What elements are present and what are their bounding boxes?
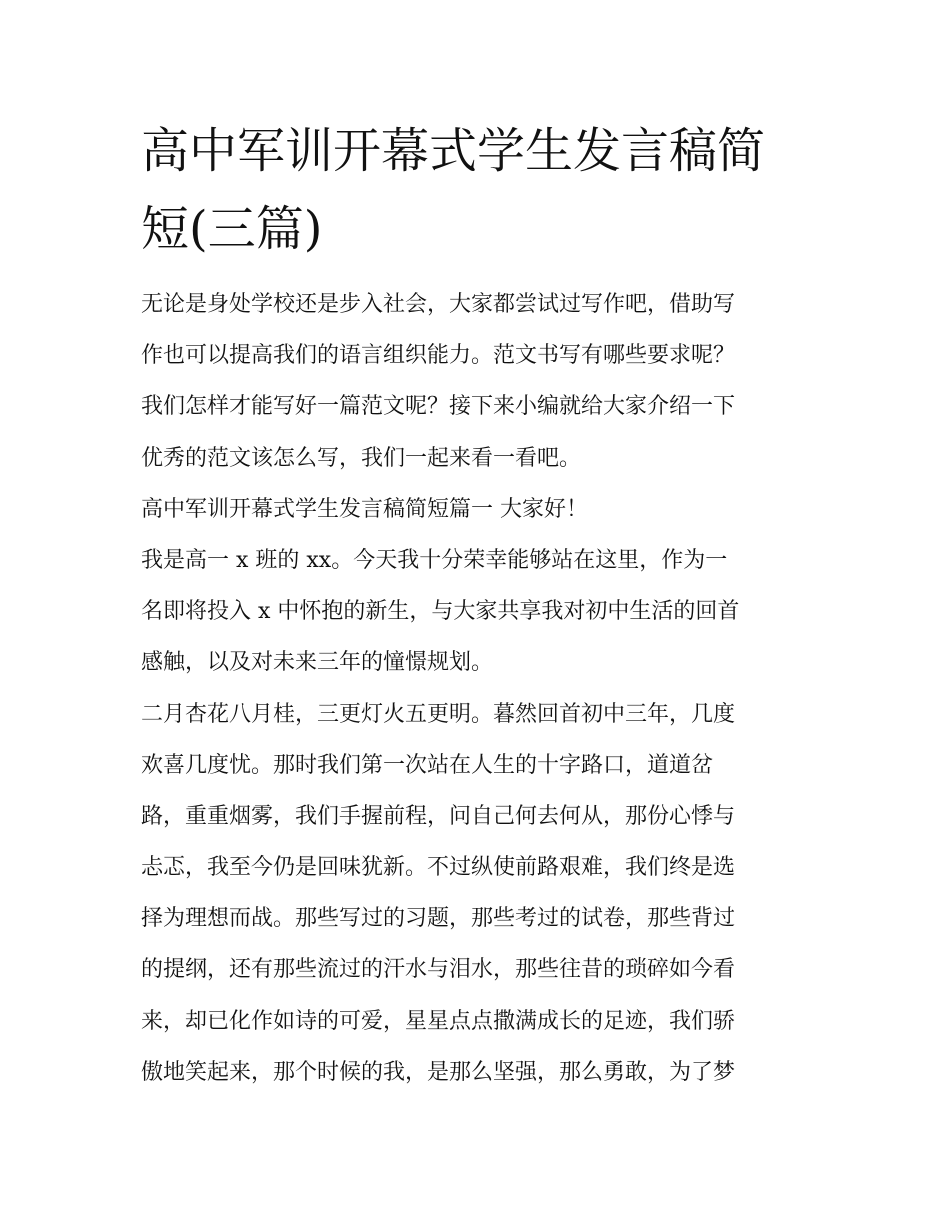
body-line-2: 作也可以提高我们的语言组织能力。范文书写有哪些要求呢？ xyxy=(141,343,736,369)
body-line-9: 二月杏花八月桂，三更灯火五更明。暮然回首初中三年，几度 xyxy=(141,701,736,727)
document-body xyxy=(141,279,821,1098)
body-line-13: 择为理想而战。那些写过的习题，那些考过的试卷，那些背过 xyxy=(141,906,736,932)
body-line-4: 优秀的范文该怎么写，我们一起来看一看吧。 xyxy=(141,445,582,471)
body-line-7: 名即将投入 x 中怀抱的新生，与大家共享我对初中生活的回首 xyxy=(141,599,740,625)
body-line-8: 感触，以及对未来三年的憧憬规划。 xyxy=(141,650,494,676)
body-line-16: 傲地笑起来，那个时候的我，是那么坚强，那么勇敢，为了梦 xyxy=(141,1059,736,1085)
section-heading-line: 高中军训开幕式学生发言稿简短篇一 大家好！ xyxy=(141,496,588,522)
body-line-1: 无论是身处学校还是步入社会，大家都尝试过写作吧，借助写 xyxy=(141,292,736,317)
body-line-15: 来，却已化作如诗的可爱，星星点点撒满成长的足迹，我们骄 xyxy=(141,1008,736,1034)
body-line-14: 的提纲，还有那些流过的汗水与泪水，那些往昔的琐碎如今看 xyxy=(141,957,736,983)
document-title xyxy=(141,112,821,268)
body-line-11: 路，重重烟雾，我们手握前程，问自己何去何从，那份心悸与 xyxy=(141,803,736,829)
body-line-10: 欢喜几度忧。那时我们第一次站在人生的十字路口，道道岔 xyxy=(141,752,714,778)
title-line-2: 短(三篇) xyxy=(141,201,323,257)
body-line-12: 忐忑，我至今仍是回味犹新。不过纵使前路艰难，我们终是选 xyxy=(141,855,736,881)
body-line-3: 我们怎样才能写好一篇范文呢？接下来小编就给大家介绍一下 xyxy=(141,394,736,420)
title-line-1: 高中军训开幕式学生发言稿简 xyxy=(141,123,766,179)
body-line-6: 我是高一 x 班的 xx。今天我十分荣幸能够站在这里，作为一 xyxy=(141,547,728,573)
